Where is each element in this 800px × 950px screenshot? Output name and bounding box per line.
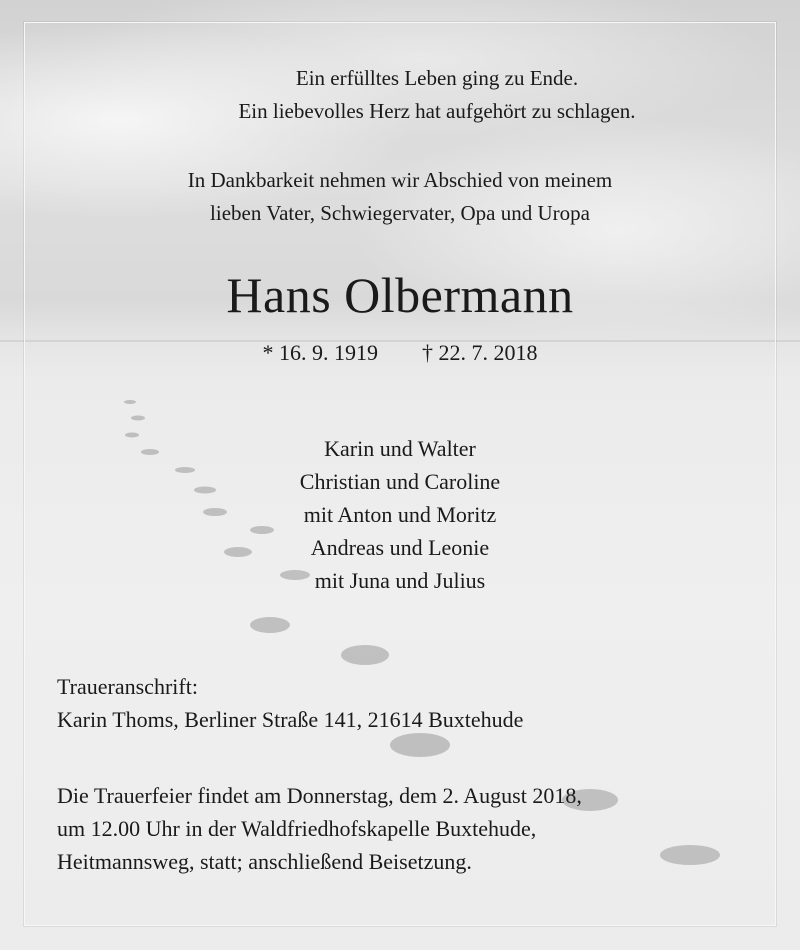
life-dates bbox=[0, 336, 800, 370]
birth-date: * 16. 9. 1919 bbox=[262, 340, 378, 365]
dedication-line: lieben Vater, Schwiegervater, Opa und Uropa bbox=[210, 201, 590, 225]
ceremony-line: Heitmannsweg, statt; anschließend Beisetzung. bbox=[57, 849, 472, 874]
ceremony-info bbox=[57, 779, 582, 878]
mourners-list bbox=[0, 432, 800, 597]
mourner-line: mit Juna und Julius bbox=[314, 568, 486, 593]
dedication-text bbox=[0, 164, 800, 230]
ceremony-line: um 12.00 Uhr in der Waldfriedhofskapelle Buxtehude, bbox=[57, 816, 537, 841]
mourning-address bbox=[57, 670, 523, 736]
mourner-line: Christian und Caroline bbox=[299, 469, 501, 494]
ceremony-line: Die Trauerfeier findet am Donnerstag, dem 2. August 2018, bbox=[57, 783, 582, 808]
address-label: Traueranschrift: bbox=[57, 674, 198, 699]
death-date: † 22. 7. 2018 bbox=[422, 340, 538, 365]
intro-line: Ein erfülltes Leben ging zu Ende. bbox=[295, 66, 579, 90]
deceased-name: Hans Olbermann bbox=[226, 267, 574, 323]
address-value: Karin Thoms, Berliner Straße 141, 21614 Buxtehude bbox=[57, 707, 524, 732]
dedication-line: In Dankbarkeit nehmen wir Abschied von meinem bbox=[187, 168, 613, 192]
mourner-line: Andreas und Leonie bbox=[310, 535, 490, 560]
mourner-line: Karin und Walter bbox=[324, 436, 476, 461]
mourner-line: mit Anton und Moritz bbox=[303, 502, 497, 527]
intro-verse bbox=[37, 62, 800, 128]
intro-line: Ein liebevolles Herz hat aufgehört zu schlagen. bbox=[238, 99, 636, 123]
